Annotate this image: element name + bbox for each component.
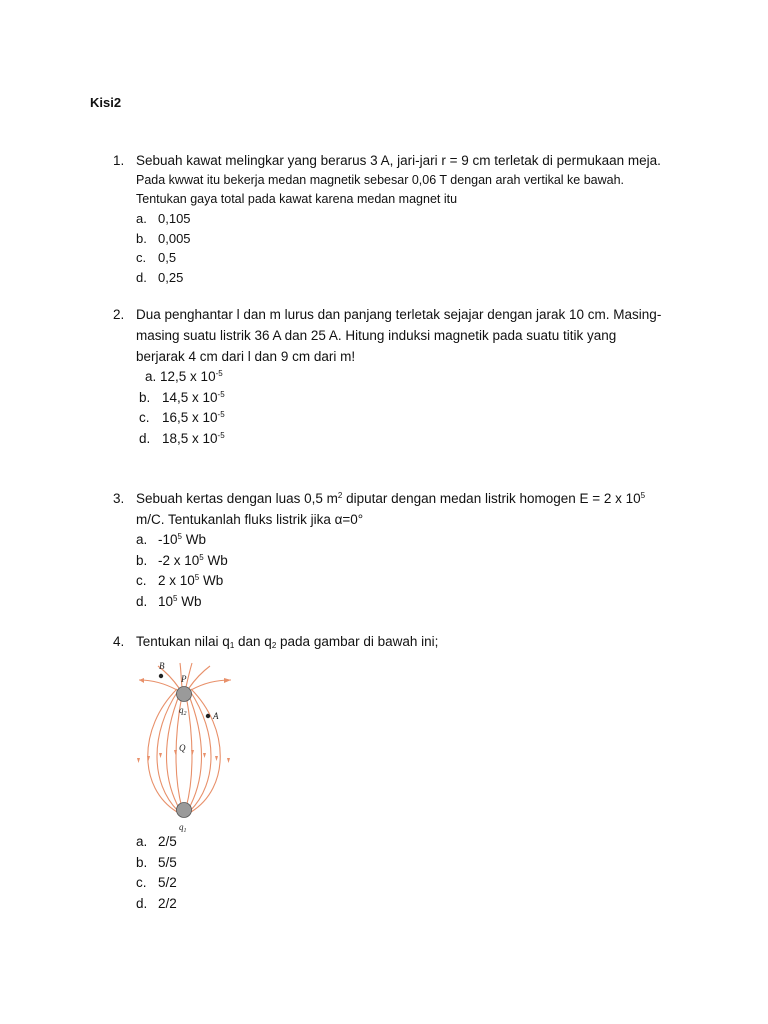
document-title: Kisi2 [90, 95, 122, 110]
option-a: a. 0,105 [136, 211, 191, 226]
question-text: Pada kwwat itu bekerja medan magnetik sebesar 0,06 T dengan arah vertikal ke bawah. [136, 173, 625, 187]
question-text: berjarak 4 cm dari l dan 9 cm dari m! [136, 349, 356, 364]
label-a: A [213, 711, 219, 721]
option-b: b. -2 x $10^5$ Wb [136, 552, 228, 568]
point-b-marker [159, 674, 163, 678]
field-lines [139, 663, 231, 812]
question-number: 3. [113, 491, 125, 506]
question-text: m/C. Tentukanlah fluks listrik jika α=0° [136, 512, 364, 527]
option-list [136, 832, 693, 914]
option-b: b. 14,5 x $10^{-5}$ [139, 389, 225, 405]
electric-field-figure [134, 658, 244, 838]
question-4 [113, 631, 693, 652]
charge-q1 [177, 803, 192, 818]
option-d: d. $10^5$ Wb [136, 593, 202, 609]
question-number: 2. [113, 307, 125, 322]
question-text: masing suatu listrik 36 A dan 25 A. Hitung induksi magnetik pada suatu titik yang [136, 328, 617, 343]
option-a: a. 2/5 [136, 834, 177, 849]
option-c: c. 16,5 x $10^{-5}$ [139, 410, 225, 425]
option-c: c. 2 x $10^5$ Wb [136, 573, 224, 588]
option-c: c. 0,5 [136, 250, 177, 265]
question-text: Sebuah kawat melingkar yang berarus 3 A, jari-jari r = 9 cm terletak di permukaan meja. [136, 153, 661, 168]
option-a: a. 12,5 x $10^{-5}$ [145, 369, 223, 384]
option-a: a. $-10^5$ Wb [136, 532, 206, 547]
question-text: Tentukan nilai $q_1$ dan $q_2$ pada gambar di bawah ini; [136, 634, 439, 650]
charge-q2 [177, 687, 192, 702]
question-text: Dua penghantar l dan m lurus dan panjang terletak sejajar dengan jarak 10 cm. Masing- [136, 307, 662, 322]
label-b: B [159, 661, 165, 671]
option-d: d. 2/2 [136, 895, 177, 911]
option-list [136, 530, 693, 612]
question-4-options [113, 832, 693, 914]
option-b: b. 5/5 [136, 854, 177, 870]
option-list [136, 367, 693, 449]
option-c: c. 5/2 [136, 875, 177, 890]
question-2 [113, 304, 693, 449]
question-number: 1. [113, 153, 125, 168]
label-q2: $q_2$ [179, 705, 187, 717]
question-text: Sebuah kertas dengan luas 0,5 $m^2$ diputar dengan medan listrik homogen E = 2 x $10^5$ [136, 491, 646, 506]
label-p: P [181, 674, 187, 684]
field-lines-diagram [134, 658, 244, 838]
point-a-marker [206, 714, 210, 718]
question-text: Tentukan gaya total pada kawat karena medan magnet itu [136, 192, 458, 206]
option-d: d. 18,5 x $10^{-5}$ [139, 430, 225, 446]
label-q: Q [179, 743, 186, 753]
option-d: d. 0,25 [136, 269, 184, 285]
question-1 [113, 150, 693, 287]
option-list [136, 209, 693, 287]
option-b: b. 0,005 [136, 230, 191, 246]
question-number: 4. [113, 634, 125, 649]
question-3 [113, 488, 693, 612]
label-q1: $q_1$ [179, 822, 187, 834]
